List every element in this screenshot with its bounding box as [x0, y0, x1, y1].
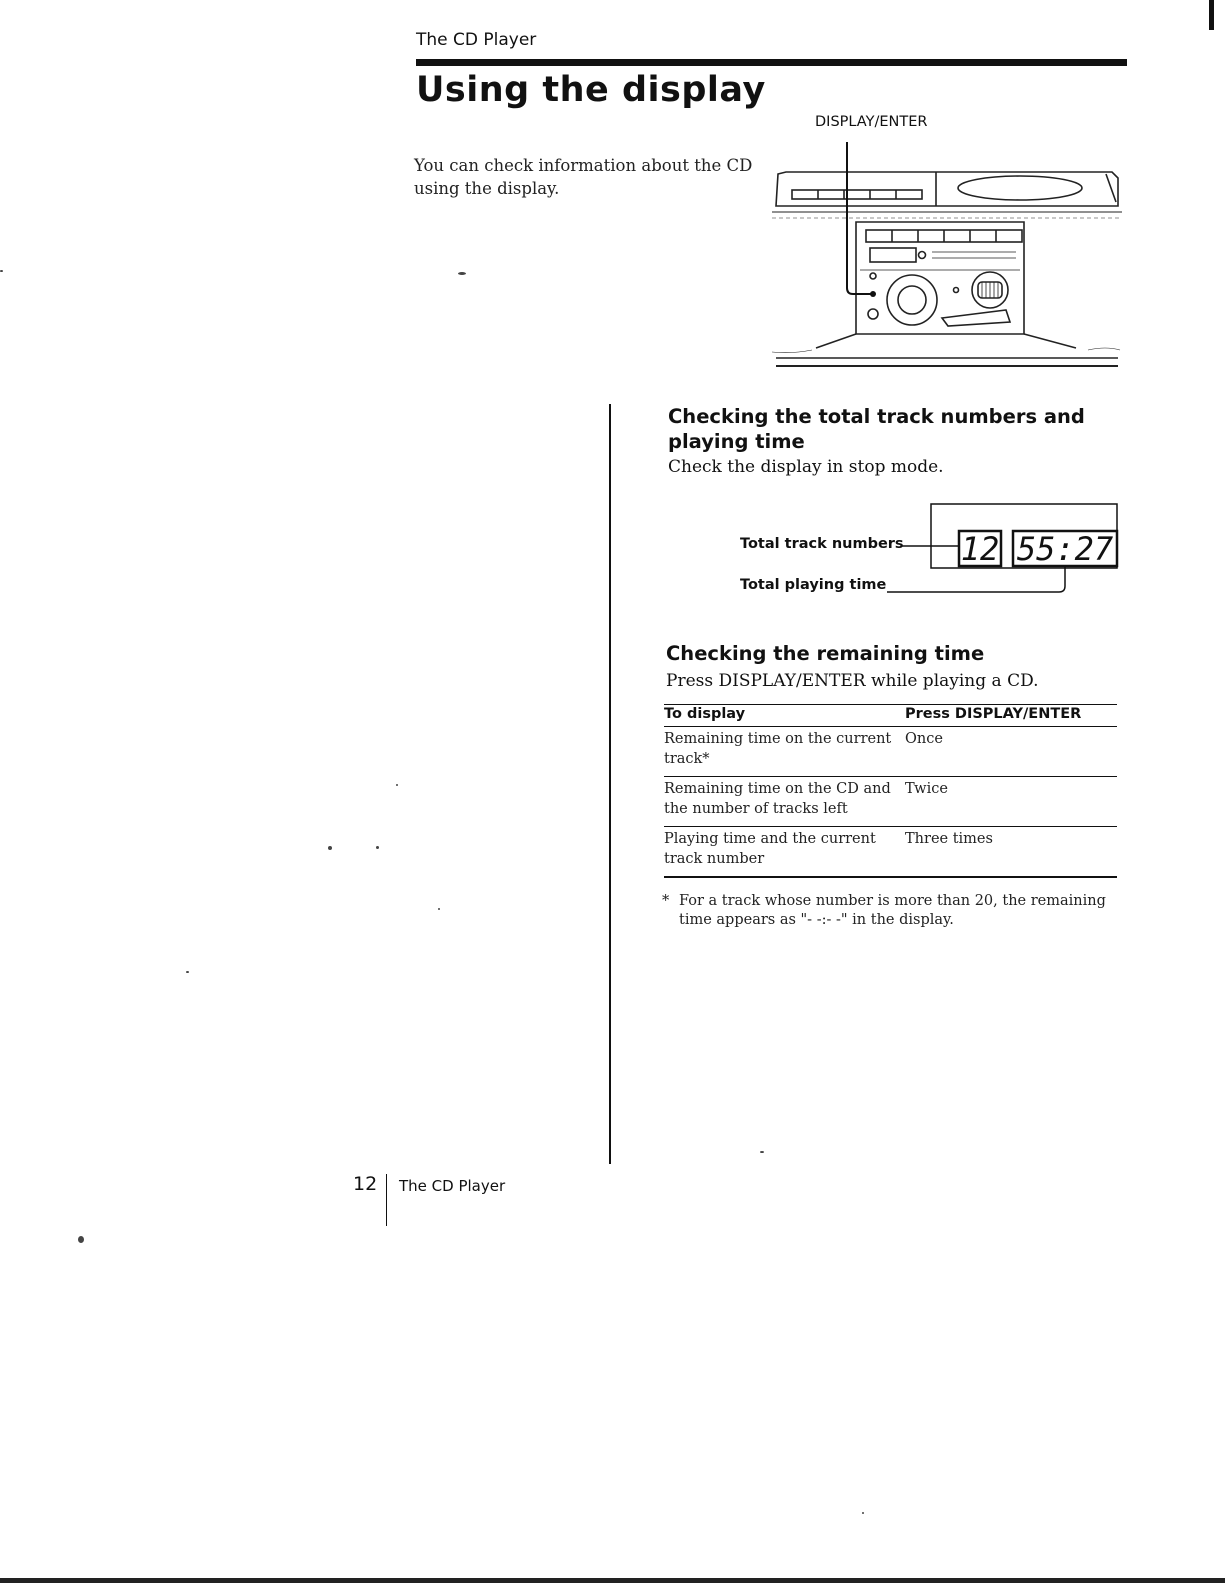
footnote-text: For a track whose number is more than 20, the remaining time appears as "- -:- -" in the display. — [679, 893, 1106, 928]
section-heading-remaining: Checking the remaining time — [666, 642, 985, 665]
scan-speck — [396, 784, 398, 786]
scan-edge-mark — [1209, 0, 1214, 30]
scan-speck — [328, 846, 332, 850]
table-row — [664, 827, 1117, 878]
column-rule — [609, 404, 611, 1164]
cd-player-illustration — [772, 138, 1124, 374]
display-enter-callout-label: DISPLAY/ENTER — [815, 114, 928, 130]
table-cell: Remaining time on the CD and the number of tracks left — [664, 777, 905, 827]
table-header-press-button: Press DISPLAY/ENTER — [905, 705, 1117, 727]
table-cell: Playing time and the current track number — [664, 827, 905, 878]
footnote — [662, 892, 1112, 930]
footer-section-label: The CD Player — [399, 1177, 506, 1195]
scan-speck — [376, 846, 379, 849]
scan-speck — [458, 272, 466, 275]
total-playing-time-label: Total playing time — [740, 577, 887, 593]
table-header-to-display: To display — [664, 705, 905, 727]
scan-bottom-edge — [0, 1578, 1225, 1583]
track-count-readout: 12 — [960, 530, 1000, 568]
table-row — [664, 777, 1117, 827]
section-body-total: Check the display in stop mode. — [668, 457, 944, 477]
table-cell: Remaining time on the current track* — [664, 727, 905, 777]
table-cell: Three times — [905, 827, 1117, 878]
footer-rule — [386, 1174, 387, 1226]
scan-speck — [438, 908, 440, 910]
footnote-mark: * — [662, 893, 670, 909]
page-number: 12 — [353, 1173, 378, 1195]
scan-speck — [760, 1151, 764, 1153]
page-title: Using the display — [416, 70, 766, 110]
scan-speck — [0, 270, 3, 272]
table-cell: Once — [905, 727, 1117, 777]
scan-speck — [186, 971, 189, 973]
scan-speck — [78, 1236, 84, 1243]
section-label: The CD Player — [416, 30, 537, 50]
header-rule — [416, 59, 1127, 66]
section-body-remaining: Press DISPLAY/ENTER while playing a CD. — [666, 671, 1039, 691]
intro-paragraph: You can check information about the CD using the display. — [414, 156, 753, 198]
section-heading-total: Checking the total track numbers and playing time — [668, 405, 1085, 453]
display-modes-table — [664, 704, 1117, 878]
table-row — [664, 727, 1117, 777]
table-cell: Twice — [905, 777, 1117, 827]
scan-speck — [862, 1512, 864, 1514]
total-track-numbers-label: Total track numbers — [740, 536, 904, 552]
table-header-row — [664, 705, 1117, 727]
playing-time-readout: 55:27 — [1016, 530, 1114, 568]
